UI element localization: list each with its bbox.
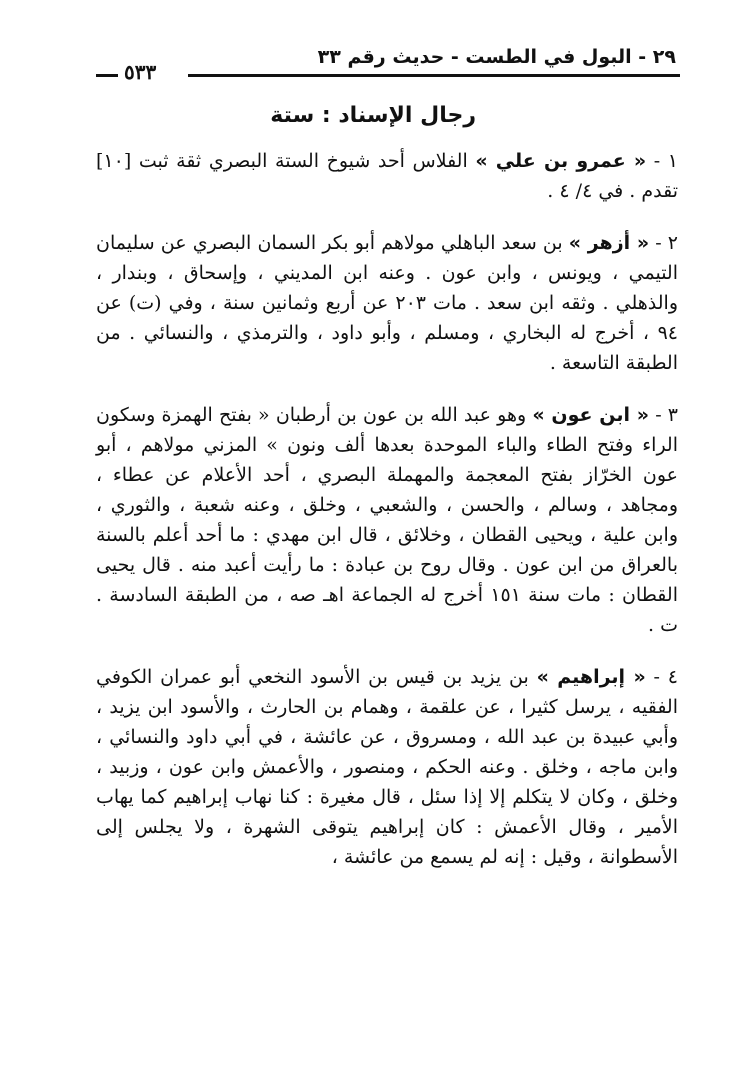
entry-number: ٤ -: [645, 666, 678, 688]
entry-text: بن سعد الباهلي مولاهم أبو بكر السمان البصري عن سليمان التيمي ، ويونس ، وابن عون . وعنه ابن المديني ، وإسحاق ، وبندار ، والذهلي . وثقه ابن سعد . مات ٢٠٣ عن أربع وثمانين سنة ، وفي (ت) عن ٩٤ ، أخرج له البخاري ، ومسلم ، وأبو داود ، والترمذي ، والنسائي . من الطبقة التاسعة .: [96, 232, 679, 374]
narrator-name: « إبراهيم »: [536, 666, 646, 688]
entry-text: وهو عبد الله بن عون بن أرطبان « بفتح الهمزة وسكون الراء وفتح الطاء والباء الموحدة بعدها ألف ونون » المزني مولاهم ، أبو عون الخرّاز بفتح المعجمة والمهملة البصري ، أحد الأعلام عن عطاء ، ومجاهد ، وسالم ، والحسن ، والشعبي ، وخلق ، وعنه شعبة ، والثوري ، وابن علية ، ويحيى القطان ، وخلائق ، قال ابن مهدي : ما أحد أعلم بالسنة بالعراق من ابن عون . وقال روح بن عبادة : ما رأيت أعبد منه . قال يحيى القطان : مات سنة ١٥١ أخرج له الجماعة اهـ صه ، من الطبقة السادسة . ت .: [96, 404, 678, 636]
entry-number: ٢ -: [649, 232, 679, 254]
header-rule: [188, 74, 680, 77]
narrator-entry-1: [96, 146, 678, 206]
narrator-name: « عمرو بن علي »: [475, 150, 647, 172]
narrator-entry-4: [96, 662, 678, 872]
header-title: ٢٩ - البول في الطست - حديث رقم ٣٣: [317, 46, 676, 68]
narrator-name: « ابن عون »: [532, 404, 650, 426]
header-rule-short: [96, 74, 118, 77]
section-title: رجال الإسناد : ستة: [270, 103, 476, 128]
page-number: ٥٣٣: [124, 60, 157, 84]
narrators-list: [96, 146, 678, 894]
running-header: [96, 42, 680, 82]
entry-number: ٣ -: [649, 404, 679, 426]
narrator-entry-3: [96, 400, 678, 640]
narrator-entry-2: [96, 228, 678, 378]
entry-text: بن يزيد بن قيس بن الأسود النخعي أبو عمران الكوفي الفقيه ، يرسل كثيرا ، عن علقمة ، وهمام بن الحارث ، والأسود ابن يزيد ، وأبي عبيدة بن عبد الله ، ومسروق ، عن عائشة ، في أبي داود والنسائي ، وابن ماجه ، وخلق . وعنه الحكم ، ومنصور ، والأعمش وابن عون ، وزبيد ، وخلق ، وكان لا يتكلم إلا إذا سئل ، قال مغيرة : كنا نهاب إبراهيم كما يهاب الأمير ، وقال الأعمش : كان إبراهيم يتوقى الشهرة ، ولا يجلس إلى الأسطوانة ، وقيل : إنه لم يسمع من عائشة ،: [96, 666, 678, 868]
entry-text: الفلاس أحد شيوخ الستة البصري ثقة ثبت [١٠] تقدم . في ٤/ ٤ .: [96, 150, 678, 202]
narrator-name: « أزهر »: [568, 232, 650, 254]
entry-number: ١ -: [646, 150, 678, 172]
